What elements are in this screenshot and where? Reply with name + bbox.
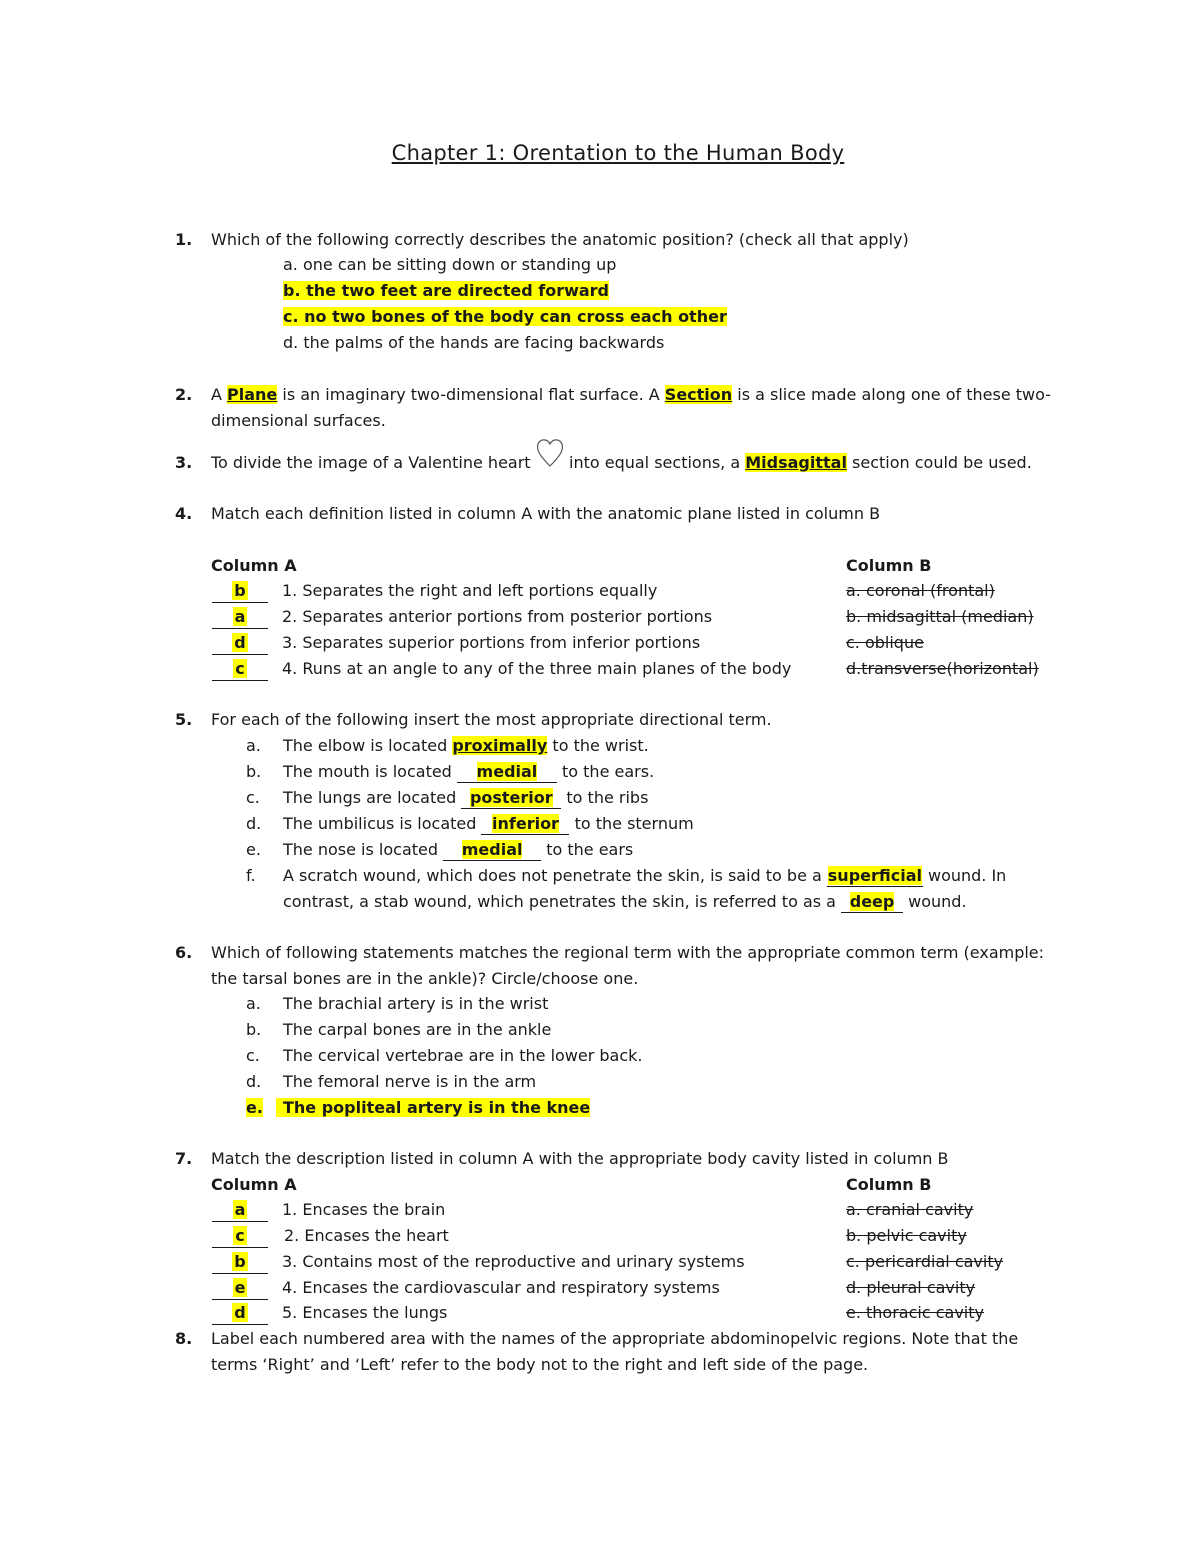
q6-a-letter: a.: [246, 994, 261, 1013]
q4-row2-column-b: b. midsagittal (median): [846, 607, 1034, 626]
q2-line1: A Plane is an imaginary two-dimensional flat surface. A Section is a slice made along one of these two-: [211, 385, 1051, 404]
q5-a-answer: proximally: [452, 736, 548, 755]
q4-column-b-header: Column B: [846, 556, 932, 575]
q4-row1-blank: b: [212, 580, 268, 603]
q7-row1-blank: a: [212, 1199, 268, 1222]
q3-number: 3.: [175, 453, 193, 472]
page-title: Chapter 1: Orentation to the Human Body: [391, 141, 845, 165]
q4-row3-text: 3. Separates superior portions from inferior portions: [282, 633, 701, 652]
q5-b-answer: medial: [476, 762, 538, 781]
q5-b-text: The mouth is located medial to the ears.: [283, 762, 655, 781]
q5-e-letter: e.: [246, 840, 261, 859]
q2-answer-section: Section: [664, 385, 733, 404]
q1-text: Which of the following correctly describes the anatomic position? (check all that apply): [211, 230, 909, 249]
q5-d-answer: inferior: [492, 814, 559, 833]
q4-row3-column-b: c. oblique: [846, 633, 924, 652]
q1-option-a: a. one can be sitting down or standing up: [283, 255, 617, 274]
q5-f-text-line2: contrast, a stab wound, which penetrates the skin, is referred to as a deep wound.: [283, 892, 967, 911]
q5-text: For each of the following insert the most appropriate directional term.: [211, 710, 772, 729]
q6-b-letter: b.: [246, 1020, 262, 1039]
q5-d-letter: d.: [246, 814, 262, 833]
q4-row4-blank: c: [212, 658, 268, 681]
q5-e-answer: medial: [461, 840, 523, 859]
q6-number: 6.: [175, 943, 193, 962]
q3-text-start: To divide the image of a Valentine heart: [211, 453, 531, 472]
q6-c-letter: c.: [246, 1046, 260, 1065]
q7-row5-text: 5. Encases the lungs: [282, 1303, 448, 1322]
q7-row1-column-b: a. cranial cavity: [846, 1200, 974, 1219]
q4-row2-blank: a: [212, 606, 268, 629]
q1-option-b: b. the two feet are directed forward: [283, 281, 609, 300]
q5-c-letter: c.: [246, 788, 260, 807]
q6-d-letter: d.: [246, 1072, 262, 1091]
q7-row3-text: 3. Contains most of the reproductive and urinary systems: [282, 1252, 745, 1271]
q1-number: 1.: [175, 230, 193, 249]
q6-line2: the tarsal bones are in the ankle)? Circle/choose one.: [211, 969, 639, 988]
q4-column-a-header: Column A: [211, 556, 297, 575]
q7-row4-text: 4. Encases the cardiovascular and respiratory systems: [282, 1278, 720, 1297]
q4-row2-text: 2. Separates anterior portions from posterior portions: [282, 607, 713, 626]
q8-number: 8.: [175, 1329, 193, 1348]
q5-a-text: The elbow is located proximally to the wrist.: [283, 736, 649, 755]
q2-number: 2.: [175, 385, 193, 404]
q4-row3-blank: d: [212, 632, 268, 655]
q5-e-text: The nose is located medial to the ears: [283, 840, 634, 859]
q7-row2-blank: c: [212, 1225, 268, 1248]
q5-c-text: The lungs are located posterior to the ribs: [283, 788, 649, 807]
q6-option-a: The brachial artery is in the wrist: [283, 994, 549, 1013]
q1-option-d: d. the palms of the hands are facing backwards: [283, 333, 665, 352]
q6-line1: Which of following statements matches the regional term with the appropriate common term (example:: [211, 943, 1045, 962]
q5-c-answer: posterior: [469, 788, 553, 807]
valentine-heart-icon: [534, 436, 566, 470]
q3-text-end: into equal sections, a Midsagittal section could be used.: [569, 453, 1032, 472]
q5-f-answer-superficial: superficial: [827, 866, 922, 885]
q8-line1: Label each numbered area with the names of the appropriate abdominopelvic regions. Note that the: [211, 1329, 1019, 1348]
q7-row3-blank: b: [212, 1251, 268, 1274]
q6-option-c: The cervical vertebrae are in the lower back.: [283, 1046, 643, 1065]
q5-b-letter: b.: [246, 762, 262, 781]
q4-text: Match each definition listed in column A with the anatomic plane listed in column B: [211, 504, 881, 523]
q5-f-text-line1: A scratch wound, which does not penetrate the skin, is said to be a superficial wound. In: [283, 866, 1007, 885]
q7-row2-column-b: b. pelvic cavity: [846, 1226, 967, 1245]
q7-number: 7.: [175, 1149, 193, 1168]
q4-row4-column-b: d.transverse(horizontal): [846, 659, 1039, 678]
q4-row4-text: 4. Runs at an angle to any of the three main planes of the body: [282, 659, 792, 678]
q5-f-answer-deep: deep: [849, 892, 895, 911]
q7-row2-text: 2. Encases the heart: [284, 1226, 449, 1245]
q2-line2: dimensional surfaces.: [211, 411, 386, 430]
q6-option-d: The femoral nerve is in the arm: [283, 1072, 537, 1091]
q7-text: Match the description listed in column A with the appropriate body cavity listed in column B: [211, 1149, 949, 1168]
q7-column-b-header: Column B: [846, 1175, 932, 1194]
q7-row1-text: 1. Encases the brain: [282, 1200, 446, 1219]
q5-d-text: The umbilicus is located inferior to the sternum: [283, 814, 694, 833]
q5-a-letter: a.: [246, 736, 261, 755]
q7-row4-blank: e: [212, 1277, 268, 1300]
q5-number: 5.: [175, 710, 193, 729]
q1-option-c: c. no two bones of the body can cross each other: [283, 307, 727, 326]
q7-column-a-header: Column A: [211, 1175, 297, 1194]
q6-option-e: The popliteal artery is in the knee: [276, 1098, 590, 1117]
q6-option-b: The carpal bones are in the ankle: [283, 1020, 552, 1039]
q5-f-letter: f.: [246, 866, 256, 885]
q4-row1-text: 1. Separates the right and left portions equally: [282, 581, 658, 600]
q8-line2: terms ‘Right’ and ‘Left’ refer to the body not to the right and left side of the page.: [211, 1355, 869, 1374]
q7-row5-blank: d: [212, 1302, 268, 1325]
q4-row1-column-b: a. coronal (frontal): [846, 581, 995, 600]
q7-row5-column-b: e. thoracic cavity: [846, 1303, 984, 1322]
q7-row3-column-b: c. pericardial cavity: [846, 1252, 1004, 1271]
q4-number: 4.: [175, 504, 193, 523]
q7-row4-column-b: d. pleural cavity: [846, 1278, 976, 1297]
q2-answer-plane: Plane: [227, 385, 278, 404]
q6-e-letter: e.: [246, 1098, 263, 1117]
q3-answer-midsagittal: Midsagittal: [745, 453, 847, 472]
